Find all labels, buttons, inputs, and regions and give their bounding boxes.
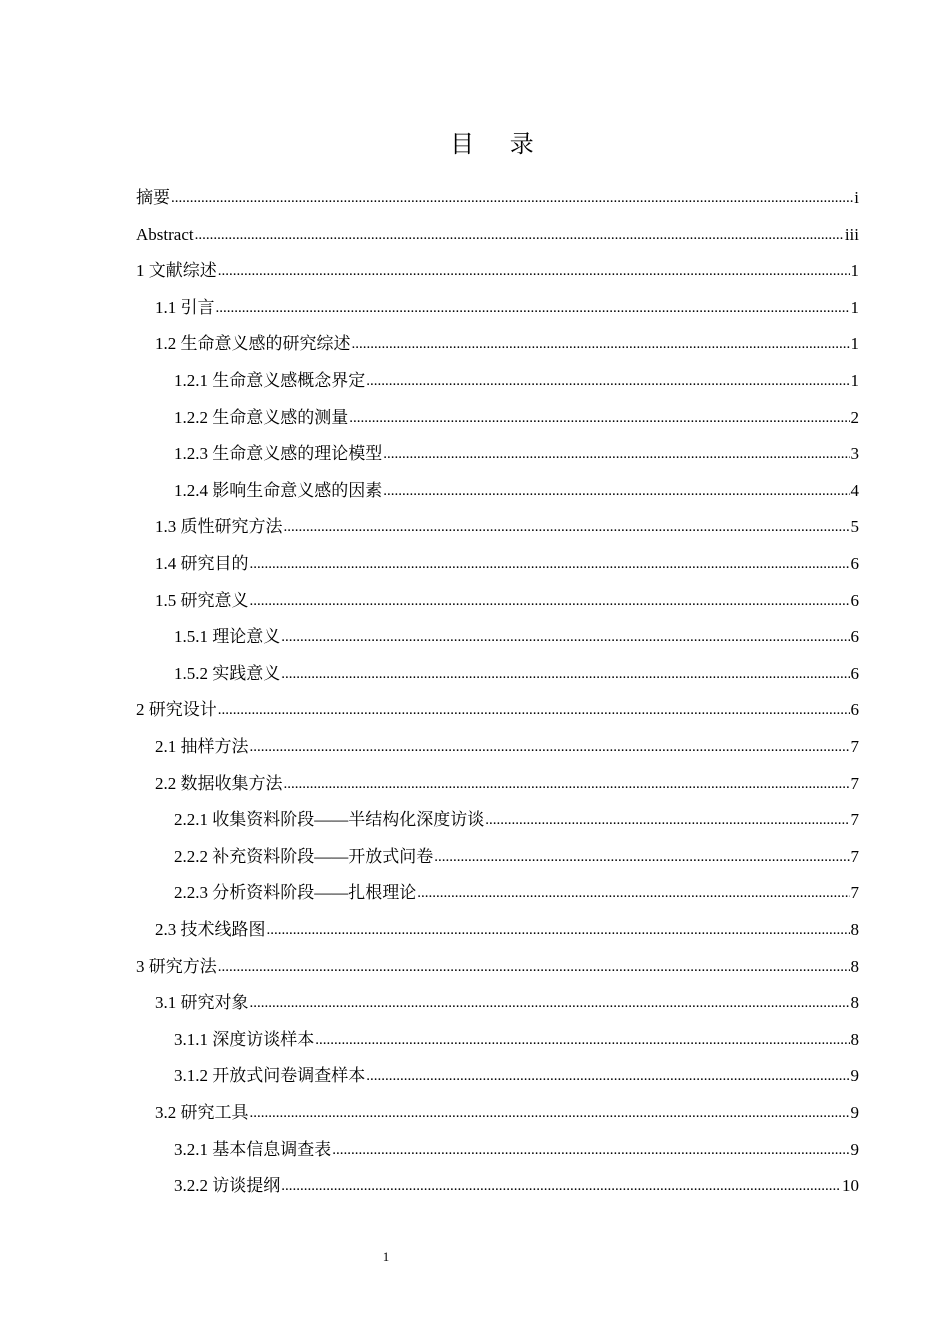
toc-dot-leader <box>195 223 844 247</box>
toc-entry-page: 1 <box>850 371 859 390</box>
toc-entry-title: 3.2 研究工具 <box>155 1103 249 1122</box>
toc-entry-title: 1.5.2 实践意义 <box>174 663 281 683</box>
toc-entry-page: 6 <box>850 700 859 720</box>
toc-entry-page: 7 <box>850 810 859 830</box>
toc-entry-page: 7 <box>850 773 859 793</box>
toc-entry-title: 1.2.2 生命意义感的测量 <box>174 407 349 427</box>
toc-entry[interactable] <box>155 1101 859 1125</box>
toc-entry-page: 3 <box>850 444 859 464</box>
toc-dot-leader <box>218 955 850 979</box>
toc-entry-title: 3.2.2 访谈提纲 <box>174 1176 281 1196</box>
toc-entry-title: 2.2.1 收集资料阶段——半结构化深度访谈 <box>174 810 485 830</box>
toc-entry[interactable] <box>155 515 859 539</box>
toc-entry-page: 9 <box>850 1066 859 1086</box>
toc-dot-leader <box>284 515 850 539</box>
page-number: 1 <box>382 1249 390 1264</box>
toc-entry-title: 2.2.3 分析资料阶段——扎根理论 <box>174 883 417 903</box>
toc-entry[interactable] <box>174 625 859 649</box>
toc-entry-page: 5 <box>850 517 859 537</box>
toc-dot-leader <box>171 186 853 210</box>
toc-entry-title: 2.1 抽样方法 <box>155 737 249 756</box>
toc-entry-page: 8 <box>850 993 859 1013</box>
toc-entry-title: 3.1 研究对象 <box>155 993 249 1013</box>
toc-entry-page: 8 <box>850 920 859 939</box>
toc-entry[interactable] <box>155 918 859 942</box>
toc-entry-page: 1 <box>850 297 859 317</box>
toc-entry[interactable] <box>174 1028 859 1052</box>
toc-entry-title: 1.2.4 影响生命意义感的因素 <box>174 480 383 500</box>
toc-dot-leader <box>352 332 850 356</box>
toc-entry-title: 2 研究设计 <box>136 700 217 720</box>
toc-entry-page: 9 <box>850 1139 859 1159</box>
toc-entry-title: 3 研究方法 <box>136 956 217 976</box>
toc-entry-page: 9 <box>850 1103 859 1122</box>
toc-entry-page: 8 <box>850 956 859 976</box>
toc-dot-leader <box>250 1101 850 1125</box>
toc-entry-page: i <box>854 188 859 207</box>
toc-dot-leader <box>250 991 850 1015</box>
toc-entry-page: 4 <box>850 480 859 500</box>
toc-entry-page: 10 <box>842 1176 859 1196</box>
toc-entry[interactable] <box>174 1138 859 1162</box>
toc-entry[interactable] <box>174 1064 859 1088</box>
toc-entry[interactable] <box>174 1174 859 1198</box>
toc-entry-title: 1.3 质性研究方法 <box>155 517 283 537</box>
toc-entry[interactable] <box>155 991 859 1015</box>
toc-dot-leader <box>417 881 849 905</box>
toc-dot-leader <box>250 589 850 613</box>
toc-dot-leader <box>383 479 849 503</box>
toc-entry-page: 6 <box>850 554 859 573</box>
toc-entry-page: 2 <box>850 407 859 427</box>
toc-dot-leader <box>315 1028 849 1052</box>
toc-entry-title: 摘要 <box>136 188 170 207</box>
toc-dot-leader <box>434 845 849 869</box>
toc-dot-leader <box>218 259 850 283</box>
toc-entry[interactable] <box>136 259 859 283</box>
toc-entry-page: 1 <box>850 261 859 281</box>
toc-dot-leader <box>366 369 849 393</box>
toc-entry-title: 1.5.1 理论意义 <box>174 627 281 647</box>
toc-entry[interactable] <box>174 845 859 869</box>
toc-entry-page: iii <box>844 224 859 244</box>
toc-entry-title: 1.2.1 生命意义感概念界定 <box>174 371 366 390</box>
toc-entry[interactable] <box>174 406 859 430</box>
toc-entry[interactable] <box>136 186 859 210</box>
toc-entry-title: Abstract <box>136 224 194 244</box>
toc-entry-title: 3.2.1 基本信息调查表 <box>174 1139 332 1159</box>
toc-entry-title: 1.5 研究意义 <box>155 590 249 610</box>
toc-entry-page: 7 <box>850 846 859 866</box>
toc-entry[interactable] <box>155 772 859 796</box>
toc-entry-title: 1.4 研究目的 <box>155 554 249 573</box>
toc-entry[interactable] <box>136 698 859 722</box>
toc-dot-leader <box>485 808 849 832</box>
toc-entry-page: 7 <box>850 883 859 903</box>
toc-entry-page: 8 <box>850 1029 859 1049</box>
toc-entry-title: 1.2.3 生命意义感的理论模型 <box>174 444 383 464</box>
toc-entry[interactable] <box>155 589 859 613</box>
toc-dot-leader <box>218 698 850 722</box>
toc-dot-leader <box>281 1174 841 1198</box>
toc-title: 目 录 <box>450 130 548 158</box>
toc-entry[interactable] <box>155 735 859 759</box>
toc-dot-leader <box>332 1138 849 1162</box>
toc-dot-leader <box>383 442 849 466</box>
toc-entry[interactable] <box>136 955 859 979</box>
toc-entry-page: 6 <box>850 590 859 610</box>
toc-entry[interactable] <box>155 296 859 320</box>
toc-entry-page: 6 <box>850 663 859 683</box>
toc-entry[interactable] <box>174 662 859 686</box>
toc-entry-title: 1 文献综述 <box>136 261 217 281</box>
toc-dot-leader <box>284 772 850 796</box>
toc-dot-leader <box>366 1064 849 1088</box>
toc-entry[interactable] <box>174 479 859 503</box>
toc-dot-leader <box>281 662 849 686</box>
toc-entry[interactable] <box>174 442 859 466</box>
toc-dot-leader <box>216 296 850 320</box>
toc-entry-title: 2.2.2 补充资料阶段——开放式问卷 <box>174 846 434 866</box>
toc-entry[interactable] <box>155 332 859 356</box>
toc-dot-leader <box>267 918 850 942</box>
toc-entry[interactable] <box>155 552 859 576</box>
toc-dot-leader <box>349 406 849 430</box>
toc-entry-page: 1 <box>850 334 859 354</box>
toc-entry-title: 2.2 数据收集方法 <box>155 773 283 793</box>
toc-dot-leader <box>250 552 850 576</box>
toc-entry-title: 1.2 生命意义感的研究综述 <box>155 334 351 354</box>
toc-entry-title: 3.1.2 开放式问卷调查样本 <box>174 1066 366 1086</box>
toc-entry[interactable] <box>174 808 859 832</box>
toc-entry-title: 3.1.1 深度访谈样本 <box>174 1029 315 1049</box>
toc-entry[interactable] <box>174 881 859 905</box>
toc-entry[interactable] <box>174 369 859 393</box>
toc-entry-page: 7 <box>850 737 859 756</box>
toc-dot-leader <box>250 735 850 759</box>
toc-entry-title: 1.1 引言 <box>155 297 215 317</box>
toc-entry-title: 2.3 技术线路图 <box>155 920 266 939</box>
toc-dot-leader <box>281 625 849 649</box>
toc-entry[interactable] <box>136 223 859 247</box>
toc-entry-page: 6 <box>850 627 859 647</box>
